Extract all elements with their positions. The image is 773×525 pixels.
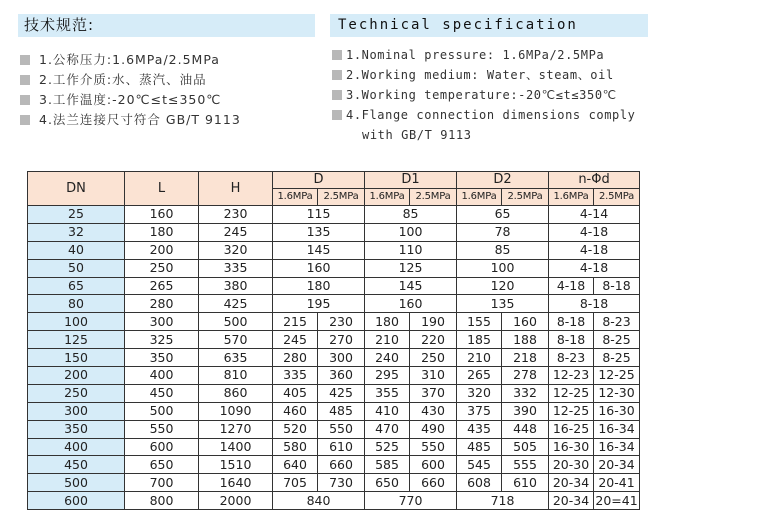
table-cell: 332 <box>502 384 549 402</box>
table-cell: 460 <box>273 402 318 420</box>
table-cell: 25 <box>28 206 125 224</box>
table-cell: 188 <box>502 331 549 349</box>
table-cell: 280 <box>125 295 199 313</box>
bullet-icon <box>20 95 30 105</box>
spec-item-en: 1.Nominal pressure: 1.6MPa/2.5MPa <box>332 45 636 65</box>
table-cell: 800 <box>125 492 199 510</box>
table-cell: 650 <box>365 474 410 492</box>
table-cell: 1400 <box>199 438 273 456</box>
table-cell: 78 <box>457 223 549 241</box>
table-cell: 610 <box>318 438 365 456</box>
table-cell: 160 <box>502 313 549 331</box>
table-cell: 265 <box>125 277 199 295</box>
table-cell: 375 <box>457 402 502 420</box>
table-cell: 450 <box>125 384 199 402</box>
table-row <box>28 241 640 259</box>
table-cell: 1270 <box>199 420 273 438</box>
header-h: H <box>199 172 273 206</box>
spec-list-en <box>332 45 636 145</box>
table-cell: 12-23 <box>549 367 594 385</box>
table-cell: 16-34 <box>594 438 640 456</box>
table-cell: 600 <box>125 438 199 456</box>
table-cell: 195 <box>273 295 365 313</box>
table-cell: 500 <box>199 313 273 331</box>
table-cell: 550 <box>318 420 365 438</box>
table-cell: 160 <box>365 295 457 313</box>
table-cell: 360 <box>318 367 365 385</box>
spec-item-cn: 1.公称压力:1.6MPa/2.5MPa <box>20 50 241 70</box>
table-row <box>28 367 640 385</box>
table-cell: 355 <box>365 384 410 402</box>
table-cell: 12-25 <box>549 384 594 402</box>
table-cell: 370 <box>410 384 457 402</box>
table-cell: 300 <box>318 349 365 367</box>
table-cell: 350 <box>28 420 125 438</box>
bullet-icon <box>20 55 30 65</box>
table-cell: 115 <box>273 206 365 224</box>
table-cell: 450 <box>28 456 125 474</box>
table-cell: 490 <box>410 420 457 438</box>
table-cell: 85 <box>365 206 457 224</box>
table-cell: 16-30 <box>594 402 640 420</box>
table-cell: 218 <box>502 349 549 367</box>
table-cell: 240 <box>365 349 410 367</box>
table-cell: 125 <box>365 259 457 277</box>
table-cell: 660 <box>410 474 457 492</box>
spec-item-en: 4.Flange connection dimensions comply <box>332 105 636 125</box>
table-cell: 8-18 <box>594 277 640 295</box>
table-row <box>28 313 640 331</box>
table-cell: 250 <box>125 259 199 277</box>
header-pressure-1-6: 1.6MPa <box>457 189 502 206</box>
table-cell: 8-23 <box>594 313 640 331</box>
table-cell: 500 <box>125 402 199 420</box>
table-cell: 8-25 <box>594 349 640 367</box>
table-cell: 350 <box>125 349 199 367</box>
table-row <box>28 206 640 224</box>
table-cell: 160 <box>273 259 365 277</box>
spec-item-en-continued: with GB/T 9113 <box>362 128 472 142</box>
bullet-icon <box>332 90 342 100</box>
header-pressure-2-5: 2.5MPa <box>502 189 549 206</box>
table-cell: 718 <box>457 492 549 510</box>
table-cell: 840 <box>273 492 365 510</box>
table-cell: 600 <box>410 456 457 474</box>
table-cell: 8-18 <box>549 331 594 349</box>
header-pressure-1-6: 1.6MPa <box>549 189 594 206</box>
table-cell: 320 <box>199 241 273 259</box>
table-cell: 600 <box>28 492 125 510</box>
spec-header-en: Technical specification <box>330 14 648 37</box>
table-cell: 1640 <box>199 474 273 492</box>
table-cell: 230 <box>318 313 365 331</box>
table-cell: 278 <box>502 367 549 385</box>
spec-list-cn <box>20 50 241 130</box>
table-cell: 400 <box>125 367 199 385</box>
table-cell: 190 <box>410 313 457 331</box>
table-cell: 585 <box>365 456 410 474</box>
table-row <box>28 402 640 420</box>
header-d1: D1 <box>365 172 457 189</box>
table-cell: 20-34 <box>594 456 640 474</box>
bullet-icon <box>20 75 30 85</box>
table-cell: 110 <box>365 241 457 259</box>
table-cell: 485 <box>457 438 502 456</box>
table-row <box>28 384 640 402</box>
table-cell: 135 <box>273 223 365 241</box>
table-cell: 320 <box>457 384 502 402</box>
table-cell: 608 <box>457 474 502 492</box>
dimension-table <box>27 171 640 510</box>
table-cell: 20-34 <box>549 492 594 510</box>
table-cell: 65 <box>457 206 549 224</box>
table-cell: 16-25 <box>549 420 594 438</box>
table-cell: 635 <box>199 349 273 367</box>
header-pressure-1-6: 1.6MPa <box>365 189 410 206</box>
table-cell: 400 <box>28 438 125 456</box>
table-cell: 650 <box>125 456 199 474</box>
table-row <box>28 492 640 510</box>
table-cell: 555 <box>502 456 549 474</box>
table-cell: 135 <box>457 295 549 313</box>
table-cell: 180 <box>365 313 410 331</box>
table-cell: 550 <box>410 438 457 456</box>
table-body <box>28 206 640 510</box>
table-cell: 640 <box>273 456 318 474</box>
table-cell: 215 <box>273 313 318 331</box>
table-row <box>28 456 640 474</box>
table-cell: 160 <box>125 206 199 224</box>
table-cell: 470 <box>365 420 410 438</box>
table-cell: 295 <box>365 367 410 385</box>
table-cell: 550 <box>125 420 199 438</box>
table-header <box>28 172 640 206</box>
table-cell: 860 <box>199 384 273 402</box>
table-cell: 100 <box>28 313 125 331</box>
table-cell: 125 <box>28 331 125 349</box>
table-row <box>28 438 640 456</box>
header-n-phi-d: n-Φd <box>549 172 640 189</box>
table-cell: 520 <box>273 420 318 438</box>
bullet-icon <box>332 70 342 80</box>
table-cell: 525 <box>365 438 410 456</box>
table-cell: 220 <box>410 331 457 349</box>
table-cell: 8-18 <box>549 313 594 331</box>
table-cell: 4-18 <box>549 259 640 277</box>
table-cell: 20=41 <box>595 492 638 508</box>
table-cell: 390 <box>502 402 549 420</box>
table-cell: 245 <box>199 223 273 241</box>
table-cell: 8-25 <box>594 331 640 349</box>
header-pressure-2-5: 2.5MPa <box>594 189 640 206</box>
table-cell: 2000 <box>199 492 273 510</box>
table-cell: 20-41 <box>594 474 640 492</box>
table-row <box>28 349 640 367</box>
table-cell: 155 <box>457 313 502 331</box>
spec-header-cn: 技术规范: <box>18 14 315 37</box>
table-cell: 280 <box>273 349 318 367</box>
bullet-icon <box>332 110 342 120</box>
table-cell: 250 <box>410 349 457 367</box>
header-dn: DN <box>28 172 125 206</box>
bullet-icon <box>332 50 342 60</box>
table-cell: 65 <box>28 277 125 295</box>
spec-item-en: 3.Working temperature:-20℃≤t≤350℃ <box>332 85 636 105</box>
table-cell: 810 <box>199 367 273 385</box>
header-pressure-2-5: 2.5MPa <box>410 189 457 206</box>
table-cell: 20-30 <box>549 456 594 474</box>
spec-item-en: 2.Working medium: Water、steam、oil <box>332 65 636 85</box>
table-cell: 500 <box>28 474 125 492</box>
table-cell: 610 <box>502 474 549 492</box>
table-cell: 180 <box>273 277 365 295</box>
table-cell: 770 <box>365 492 457 510</box>
table-cell: 335 <box>273 367 318 385</box>
table-cell: 100 <box>365 223 457 241</box>
table-cell: 730 <box>318 474 365 492</box>
bullet-icon <box>20 115 30 125</box>
table-cell: 80 <box>28 295 125 313</box>
table-cell: 150 <box>28 349 125 367</box>
table-cell: 505 <box>502 438 549 456</box>
table-cell: 265 <box>457 367 502 385</box>
table-cell: 4-18 <box>549 241 640 259</box>
table-cell: 1090 <box>199 402 273 420</box>
table-cell: 570 <box>199 331 273 349</box>
header-l: L <box>125 172 199 206</box>
table-cell: 185 <box>457 331 502 349</box>
table-cell: 410 <box>365 402 410 420</box>
table-cell: 310 <box>410 367 457 385</box>
table-row <box>28 223 640 241</box>
table-row <box>28 331 640 349</box>
table-cell: 430 <box>410 402 457 420</box>
table-cell: 85 <box>457 241 549 259</box>
table-cell: 230 <box>199 206 273 224</box>
table-cell: 425 <box>318 384 365 402</box>
table-row <box>28 474 640 492</box>
table-cell: 700 <box>125 474 199 492</box>
table-cell: 200 <box>125 241 199 259</box>
table-cell: 40 <box>28 241 125 259</box>
table-cell: 16-34 <box>594 420 640 438</box>
table-cell: 405 <box>273 384 318 402</box>
table-row <box>28 259 640 277</box>
table-cell: 300 <box>28 402 125 420</box>
table-row <box>28 277 640 295</box>
table-cell: 120 <box>457 277 549 295</box>
table-cell: 545 <box>457 456 502 474</box>
table-cell: 245 <box>273 331 318 349</box>
table-cell: 485 <box>318 402 365 420</box>
table-cell: 210 <box>457 349 502 367</box>
table-cell: 435 <box>457 420 502 438</box>
table-cell: 250 <box>28 384 125 402</box>
spec-item-cn: 4.法兰连接尺寸符合 GB/T 9113 <box>20 110 241 130</box>
table-cell: 210 <box>365 331 410 349</box>
table-cell: 1510 <box>199 456 273 474</box>
table-cell: 580 <box>273 438 318 456</box>
table-cell: 660 <box>318 456 365 474</box>
table-cell: 4-18 <box>549 223 640 241</box>
table-cell: 300 <box>125 313 199 331</box>
table-cell: 705 <box>273 474 318 492</box>
table-cell: 200 <box>28 367 125 385</box>
table-cell: 325 <box>125 331 199 349</box>
table-cell: 4-18 <box>549 277 594 295</box>
table-cell: 12-25 <box>594 367 640 385</box>
table-cell: 4-14 <box>549 206 640 224</box>
table-cell: 12-25 <box>549 402 594 420</box>
table-row <box>28 420 640 438</box>
table-row <box>28 295 640 313</box>
table-cell: 380 <box>199 277 273 295</box>
table-cell: 32 <box>28 223 125 241</box>
header-pressure-1-6: 1.6MPa <box>273 189 318 206</box>
table-cell: 8-18 <box>549 295 640 313</box>
table-cell: 270 <box>318 331 365 349</box>
header-pressure-2-5: 2.5MPa <box>318 189 365 206</box>
spec-item-cn: 3.工作温度:-20℃≤t≤350℃ <box>20 90 241 110</box>
table-cell: 448 <box>502 420 549 438</box>
table-cell: 425 <box>199 295 273 313</box>
table-cell: 8-23 <box>549 349 594 367</box>
table-cell: 145 <box>273 241 365 259</box>
header-d: D <box>273 172 365 189</box>
header-d2: D2 <box>457 172 549 189</box>
table-cell: 12-30 <box>594 384 640 402</box>
table-cell: 100 <box>457 259 549 277</box>
spec-item-cn: 2.工作介质:水、蒸汽、油品 <box>20 70 241 90</box>
table-cell: 180 <box>125 223 199 241</box>
table-cell: 50 <box>28 259 125 277</box>
table-cell: 145 <box>365 277 457 295</box>
table-cell: 20-34 <box>549 474 594 492</box>
table-cell: 16-30 <box>549 438 594 456</box>
table-cell: 335 <box>199 259 273 277</box>
